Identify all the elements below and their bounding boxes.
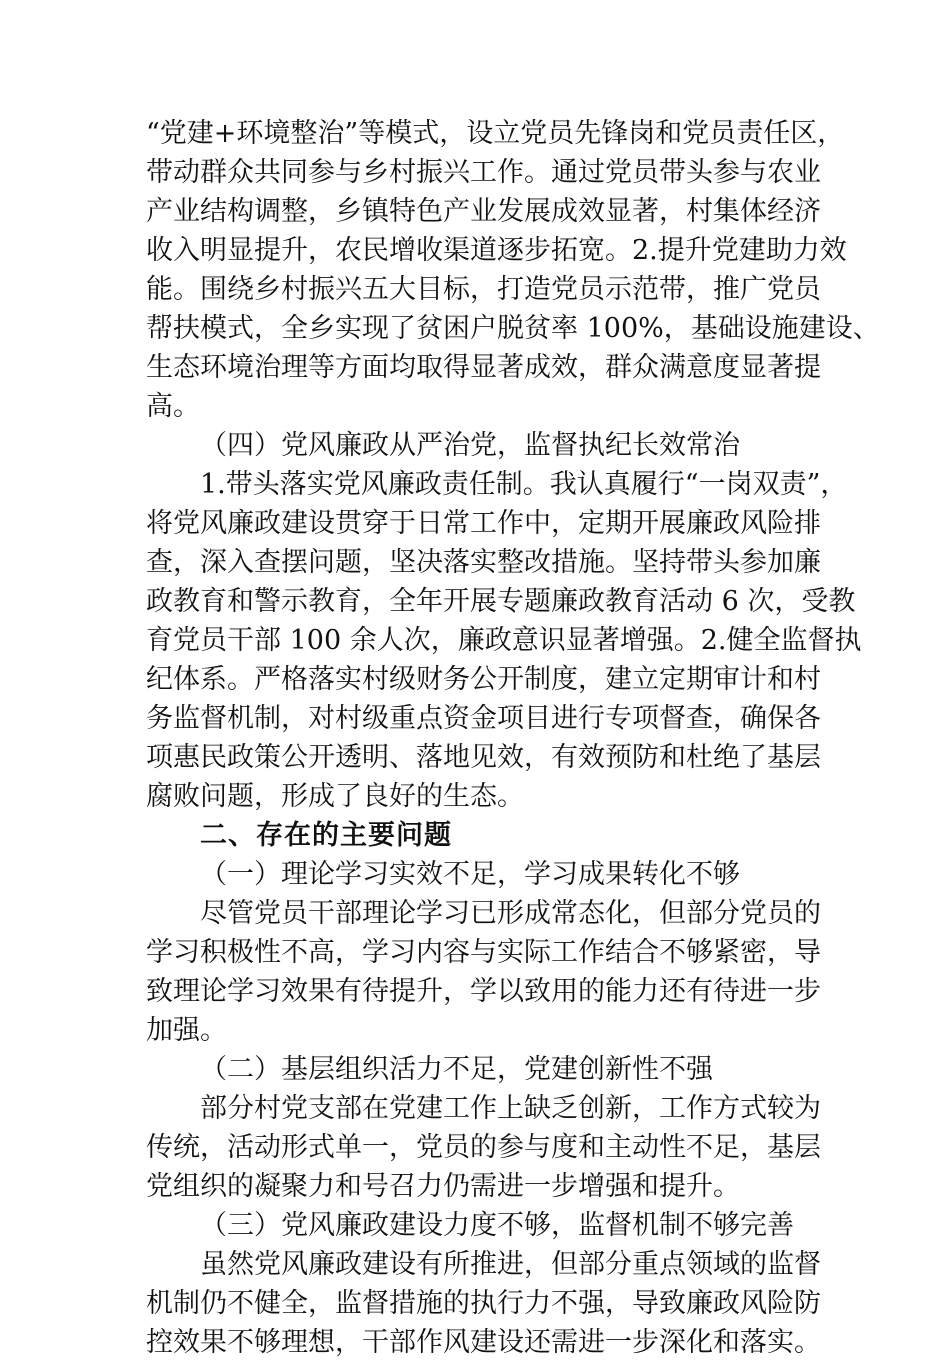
paragraph-line: 部分村党支部在党建工作上缺乏创新，工作方式较为: [200, 1093, 821, 1124]
paragraph-line: 高。: [146, 391, 200, 422]
paragraph-line: 帮扶模式，全乡实现了贫困户脱贫率 100%，基础设施建设、: [146, 313, 880, 344]
paragraph-line: 产业结构调整，乡镇特色产业发展成效显著，村集体经济: [146, 196, 821, 227]
subsection-heading: （二）基层组织活力不足，党建创新性不强: [200, 1054, 713, 1085]
paragraph-line: “党建+环境整治”等模式，设立党员先锋岗和党员责任区，: [146, 118, 845, 149]
paragraph-line: 致理论学习效果有待提升，学以致用的能力还有待进一步: [146, 976, 821, 1007]
paragraph-line: 尽管党员干部理论学习已形成常态化，但部分党员的: [200, 898, 821, 929]
paragraph-line: 学习积极性不高，学习内容与实际工作结合不够紧密，导: [146, 937, 821, 968]
subsection-heading: （三）党风廉政建设力度不够，监督机制不够完善: [200, 1210, 794, 1241]
paragraph-line: 加强。: [146, 1015, 227, 1046]
paragraph-line: 传统，活动形式单一，党员的参与度和主动性不足，基层: [146, 1132, 821, 1163]
paragraph-line: 机制仍不健全，监督措施的执行力不强，导致廉政风险防: [146, 1288, 821, 1319]
paragraph-line: 育党员干部 100 余人次，廉政意识显著增强。2.健全监督执: [146, 625, 862, 656]
subsection-heading: （一）理论学习实效不足，学习成果转化不够: [200, 859, 740, 890]
paragraph-line: 务监督机制，对村级重点资金项目进行专项督查，确保各: [146, 703, 821, 734]
paragraph-line: 虽然党风廉政建设有所推进，但部分重点领域的监督: [200, 1249, 821, 1280]
paragraph-line: 查，深入查摆问题，坚决落实整改措施。坚持带头参加廉: [146, 547, 821, 578]
paragraph-line: 项惠民政策公开透明、落地见效，有效预防和杜绝了基层: [146, 742, 821, 773]
paragraph-line: 带动群众共同参与乡村振兴工作。通过党员带头参与农业: [146, 157, 821, 188]
paragraph-line: 党组织的凝聚力和号召力仍需进一步增强和提升。: [146, 1171, 740, 1202]
subsection-heading: （四）党风廉政从严治党，监督执纪长效常治: [200, 430, 740, 461]
document-page: [146, 114, 880, 1362]
paragraph-line: 纪体系。严格落实村级财务公开制度，建立定期审计和村: [146, 664, 821, 695]
section-heading: 二、存在的主要问题: [200, 820, 452, 851]
paragraph-line: 将党风廉政建设贯穿于日常工作中，定期开展廉政风险排: [146, 508, 821, 539]
paragraph-line: 政教育和警示教育，全年开展专题廉政教育活动 6 次，受教: [146, 586, 856, 617]
paragraph-line: 控效果不够理想，干部作风建设还需进一步深化和落实。: [146, 1327, 821, 1358]
paragraph-line: 能。围绕乡村振兴五大目标，打造党员示范带，推广党员: [146, 274, 821, 305]
paragraph-line: 生态环境治理等方面均取得显著成效，群众满意度显著提: [146, 352, 821, 383]
paragraph-line: 收入明显提升，农民增收渠道逐步拓宽。2.提升党建助力效: [146, 235, 847, 266]
paragraph-line: 1.带头落实党风廉政责任制。我认真履行“一岗双责”，: [200, 469, 848, 500]
paragraph-line: 腐败问题，形成了良好的生态。: [146, 781, 524, 812]
